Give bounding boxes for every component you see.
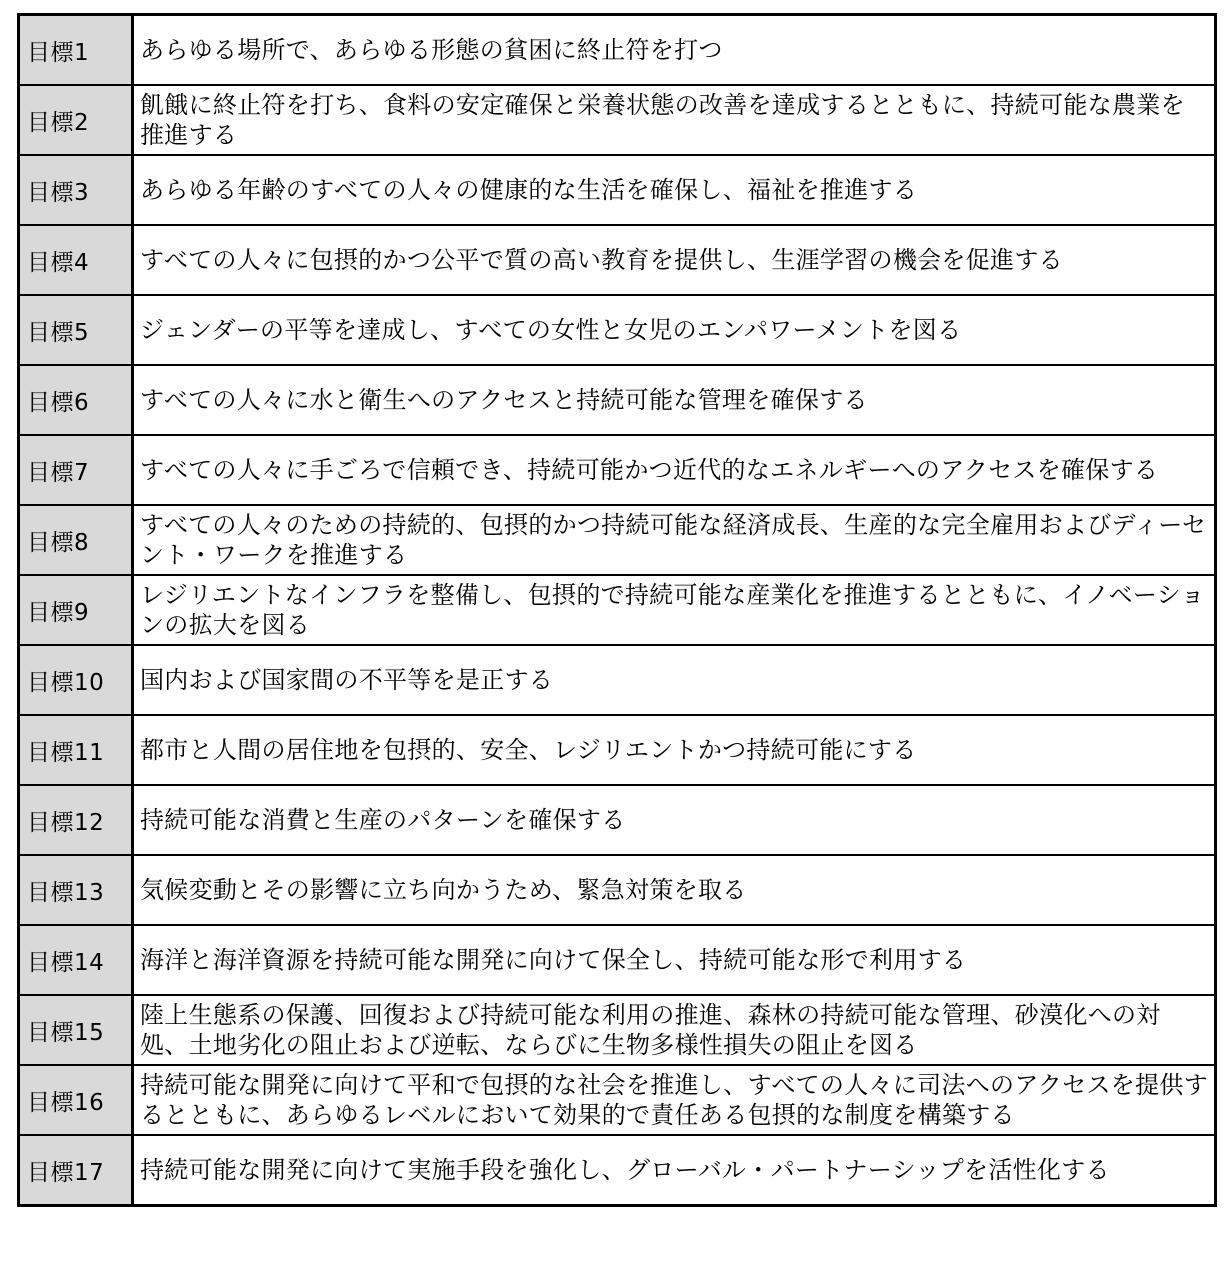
goal-description: 持続可能な開発に向けて平和で包摂的な社会を推進し、すべての人々に司法へのアクセスを提供するとともに、あらゆるレベルにおいて効果的で責任ある包摂的な制度を構築する — [133, 1065, 1216, 1135]
goal-row — [19, 785, 1216, 855]
goal-description: 海洋と海洋資源を持続可能な開発に向けて保全し、持続可能な形で利用する — [133, 925, 1216, 995]
goal-label: 目標7 — [19, 435, 133, 505]
goal-description: 都市と人間の居住地を包摂的、安全、レジリエントかつ持続可能にする — [133, 715, 1216, 785]
goal-label: 目標5 — [19, 295, 133, 365]
goal-description: 持続可能な消費と生産のパターンを確保する — [133, 785, 1216, 855]
goal-row — [19, 1135, 1216, 1206]
goal-row — [19, 155, 1216, 225]
goal-label: 目標2 — [19, 85, 133, 155]
goal-label: 目標16 — [19, 1065, 133, 1135]
goal-label: 目標8 — [19, 505, 133, 575]
goal-row — [19, 715, 1216, 785]
goal-row — [19, 435, 1216, 505]
goal-label: 目標13 — [19, 855, 133, 925]
goal-row — [19, 1065, 1216, 1135]
goal-label: 目標4 — [19, 225, 133, 295]
goal-description: レジリエントなインフラを整備し、包摂的で持続可能な産業化を推進するとともに、イノベーションの拡大を図る — [133, 575, 1216, 645]
goal-row — [19, 925, 1216, 995]
sdg-goals-table — [17, 13, 1217, 1207]
goal-description: 国内および国家間の不平等を是正する — [133, 645, 1216, 715]
goal-description: 陸上生態系の保護、回復および持続可能な利用の推進、森林の持続可能な管理、砂漠化への対処、土地劣化の阻止および逆転、ならびに生物多様性損失の阻止を図る — [133, 995, 1216, 1065]
goal-label: 目標15 — [19, 995, 133, 1065]
goal-row — [19, 645, 1216, 715]
goal-row — [19, 295, 1216, 365]
goal-label: 目標12 — [19, 785, 133, 855]
goal-description: ジェンダーの平等を達成し、すべての女性と女児のエンパワーメントを図る — [133, 295, 1216, 365]
goal-label: 目標9 — [19, 575, 133, 645]
goal-label: 目標11 — [19, 715, 133, 785]
goal-description: すべての人々に水と衛生へのアクセスと持続可能な管理を確保する — [133, 365, 1216, 435]
goal-row — [19, 225, 1216, 295]
goal-description: すべての人々に包摂的かつ公平で質の高い教育を提供し、生涯学習の機会を促進する — [133, 225, 1216, 295]
goal-description: あらゆる年齢のすべての人々の健康的な生活を確保し、福祉を推進する — [133, 155, 1216, 225]
goal-row — [19, 575, 1216, 645]
goal-description: すべての人々に手ごろで信頼でき、持続可能かつ近代的なエネルギーへのアクセスを確保する — [133, 435, 1216, 505]
goal-label: 目標3 — [19, 155, 133, 225]
goal-description: 持続可能な開発に向けて実施手段を強化し、グローバル・パートナーシップを活性化する — [133, 1135, 1216, 1206]
goal-row — [19, 995, 1216, 1065]
goal-row — [19, 15, 1216, 86]
goal-row — [19, 365, 1216, 435]
goal-label: 目標1 — [19, 15, 133, 86]
goal-row — [19, 855, 1216, 925]
goals-table-body — [19, 15, 1216, 1206]
goal-row — [19, 85, 1216, 155]
goal-description: 気候変動とその影響に立ち向かうため、緊急対策を取る — [133, 855, 1216, 925]
goal-label: 目標10 — [19, 645, 133, 715]
goal-label: 目標14 — [19, 925, 133, 995]
goal-label: 目標17 — [19, 1135, 133, 1206]
goal-label: 目標6 — [19, 365, 133, 435]
goal-description: すべての人々のための持続的、包摂的かつ持続可能な経済成長、生産的な完全雇用およびディーセント・ワークを推進する — [133, 505, 1216, 575]
goal-row — [19, 505, 1216, 575]
goal-description: 飢餓に終止符を打ち、食料の安定確保と栄養状態の改善を達成するとともに、持続可能な農業を推進する — [133, 85, 1216, 155]
goal-description: あらゆる場所で、あらゆる形態の貧困に終止符を打つ — [133, 15, 1216, 86]
